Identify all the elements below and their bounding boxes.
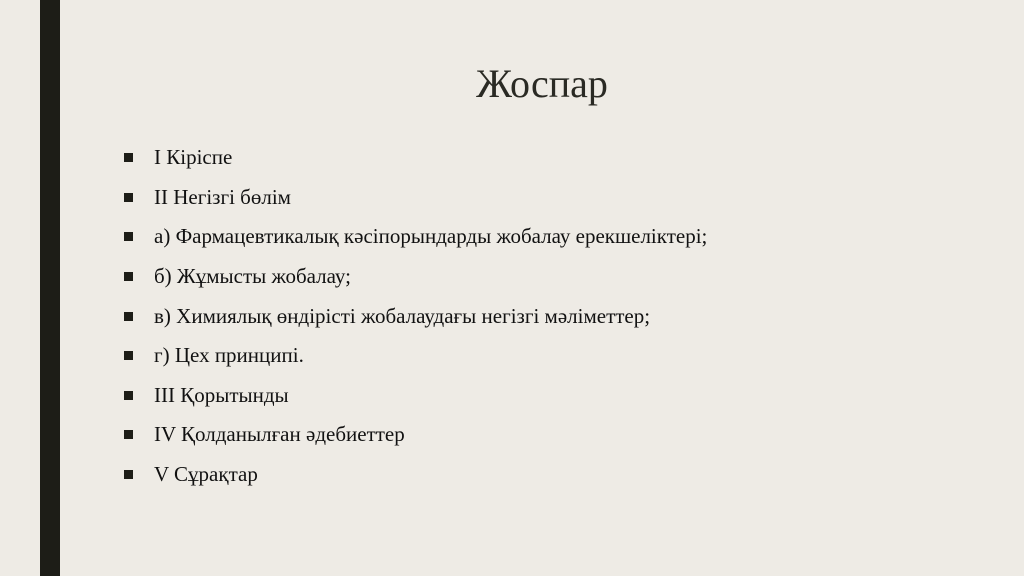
list-item bbox=[124, 178, 707, 218]
slide-title: Жоспар bbox=[476, 61, 608, 106]
square-bullet-icon bbox=[124, 232, 133, 241]
list-item-text: б) Жұмысты жобалау; bbox=[154, 264, 351, 289]
list-item bbox=[124, 217, 707, 257]
list-item bbox=[124, 336, 707, 376]
bullet-list bbox=[124, 138, 707, 494]
square-bullet-icon bbox=[124, 153, 133, 162]
list-item-text: г) Цех принципі. bbox=[154, 343, 304, 368]
list-item-text: в) Химиялық өндірісті жобалаудағы негізгі мәліметтер; bbox=[154, 303, 651, 328]
list-item-text: I Кіріспе bbox=[154, 145, 233, 170]
list-item bbox=[124, 415, 707, 455]
square-bullet-icon bbox=[124, 312, 133, 321]
square-bullet-icon bbox=[124, 193, 133, 202]
list-item-text: II Негізгі бөлім bbox=[154, 184, 291, 209]
list-item bbox=[124, 296, 707, 336]
square-bullet-icon bbox=[124, 391, 133, 400]
square-bullet-icon bbox=[124, 351, 133, 360]
square-bullet-icon bbox=[124, 430, 133, 439]
list-item-text: V Сұрақтар bbox=[154, 462, 258, 487]
slide-accent-bar bbox=[40, 0, 60, 576]
list-item-text: а) Фармацевтикалық кәсіпорындарды жобалау ерекшеліктері; bbox=[154, 224, 708, 249]
square-bullet-icon bbox=[124, 272, 133, 281]
list-item bbox=[124, 376, 707, 416]
list-item bbox=[124, 455, 707, 495]
list-item bbox=[124, 257, 707, 297]
list-item-text: III Қорытынды bbox=[154, 382, 289, 407]
list-item-text: IV Қолданылған әдебиеттер bbox=[154, 422, 405, 447]
list-item bbox=[124, 138, 707, 178]
square-bullet-icon bbox=[124, 470, 133, 479]
